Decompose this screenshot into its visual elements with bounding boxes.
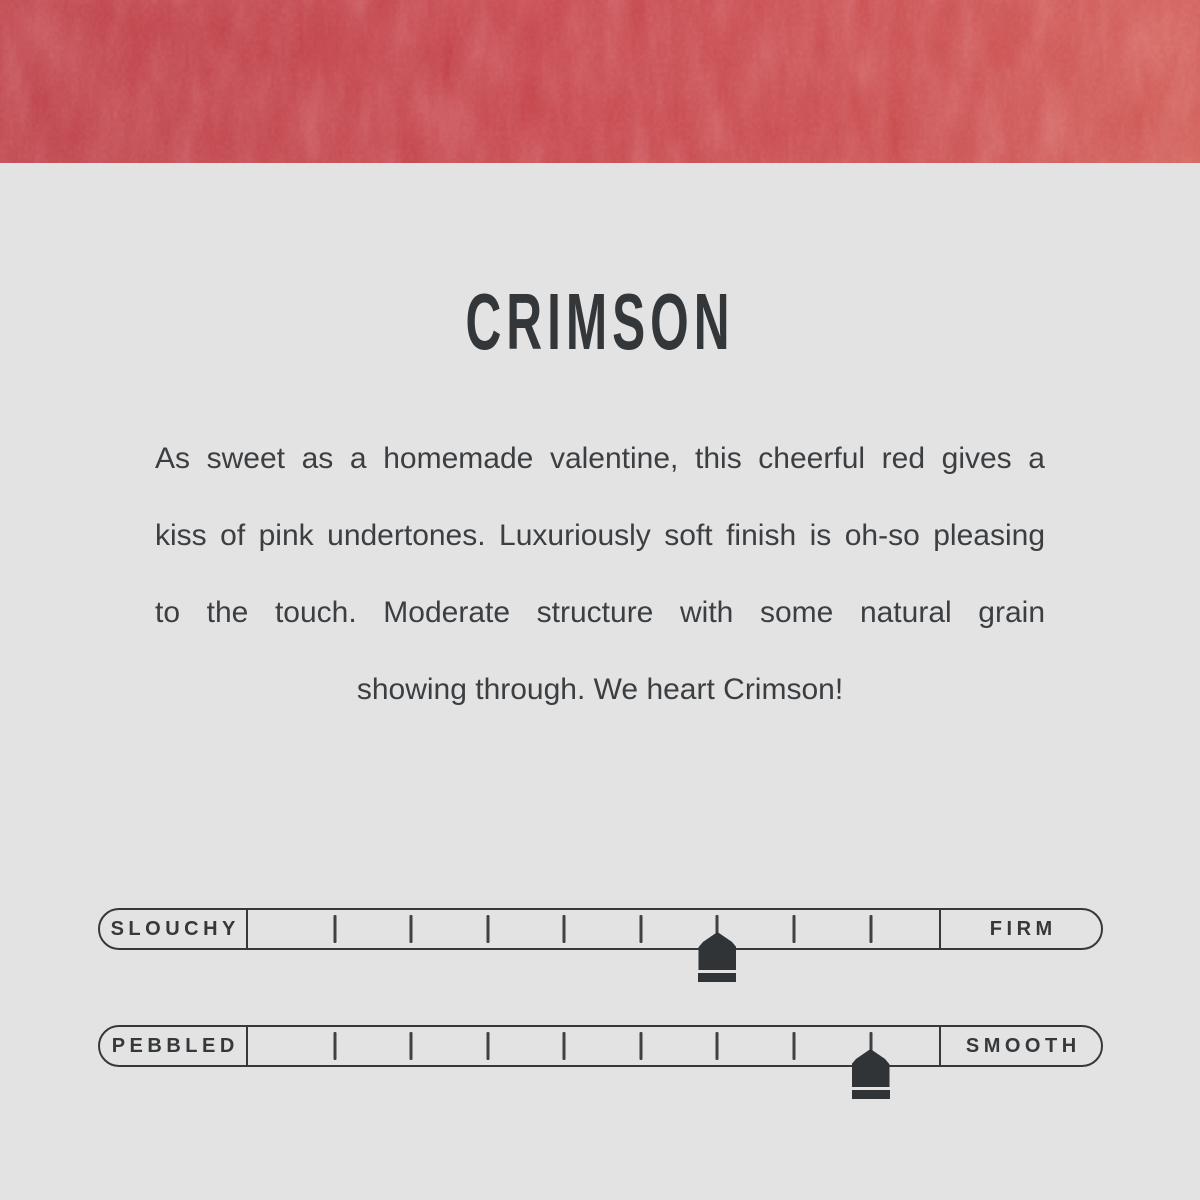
leather-swatch-image [0,0,1200,163]
scale-label-pebbled: PEBBLED [111,1034,239,1057]
page-title: CRIMSON [465,277,735,366]
structure-scale-track [248,910,939,948]
description-line: showing through. We heart Crimson! [356,673,844,706]
scale-tick [716,1032,719,1060]
marker-pin-icon [698,932,736,970]
scale-tick [563,915,566,943]
scale-tick [869,915,872,943]
description-line: As sweet as a homemade valentine, this cheerful red gives a [155,442,1045,475]
scale-tick [563,1032,566,1060]
scale-tick [793,915,796,943]
texture-scale [98,1025,1103,1067]
marker-underline [852,1090,890,1099]
marker-pin-icon [852,1049,890,1087]
scale-tick [486,915,489,943]
scale-position-marker [852,1049,890,1099]
texture-scale-left-section [100,1027,248,1065]
structure-scale [98,908,1103,950]
structure-scale-right-section [939,910,1101,948]
description-line: to the touch. Moderate structure with some natural grain [155,596,1045,629]
scale-label-firm: FIRM [989,917,1057,940]
scale-tick [333,1032,336,1060]
scale-position-marker [698,932,736,982]
structure-scale-left-section [100,910,248,948]
scale-label-slouchy: SLOUCHY [110,917,240,940]
scale-label-smooth: SMOOTH [965,1034,1081,1057]
scale-tick [639,1032,642,1060]
scale-tick [486,1032,489,1060]
scale-tick [410,1032,413,1060]
texture-scale-track [248,1027,939,1065]
marker-underline [698,973,736,982]
leather-texture-graphic [0,0,1200,163]
scale-tick [333,915,336,943]
description-line: kiss of pink undertones. Luxuriously soft finish is oh-so pleasing [155,519,1045,552]
scale-tick [793,1032,796,1060]
scale-tick [410,915,413,943]
scale-tick [639,915,642,943]
texture-scale-right-section [939,1027,1101,1065]
description-paragraph [155,420,1045,728]
